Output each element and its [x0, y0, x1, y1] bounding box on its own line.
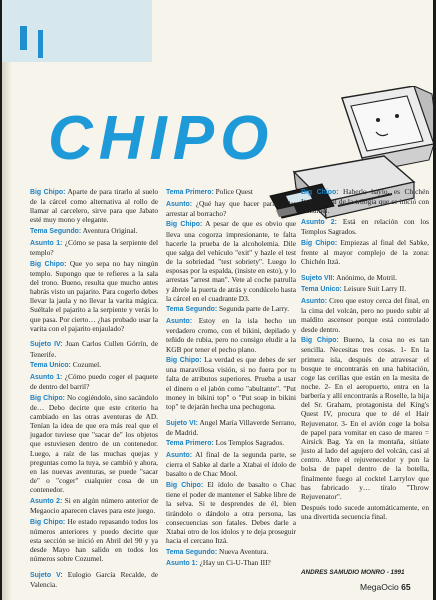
- speaker-label: Asunto 1:: [30, 239, 63, 247]
- paragraph-text: Bueno, la cosa no es tan sencilla. Necesitas tres cosas. 1- En la primera isla, después de atravesar el bosque te encontrarás en una habitación, coge las cerillas que están en la mesita de noche. 2- En el aeropuerto, entra en la barbería y allí encontrarás a Roselle, la hija del Sr. Graham, protagonista del King's Quest IV, procura que te dé el Hair Rejuvenator. 3- En el avión coge la bolsa de papel para vomitar en caso de mareo = Airsick Bag. Ya en la montaña, sitúate justo al lado del agujero del volcán, casi al centro. Abre el rejuvenecedor y pon la bolsa de papel dentro de la botella, finalmente fuego al cocktel Larrylov que has fabricado y… tíralo "Throw Rejuvenator".: [301, 335, 429, 501]
- paragraph-text: Después todo sucede automáticamente, en una divertida secuencia final.: [301, 502, 429, 521]
- article-column-3: [301, 187, 429, 522]
- subject-label: Sujeto IV:: [30, 341, 63, 349]
- speaker-label: Asunto:: [166, 200, 193, 208]
- qa-paragraph: [30, 259, 158, 333]
- paragraph-text: Si en algún número anterior de Megaocio aparecen claves para este juego.: [30, 495, 158, 515]
- paragraph-text: Que yo sepa no hay ningún templo. Supongo que te refieres a la sala del trono. Bueno, resulta que mucho antes habrás visto un pajarito. Para cogerlo debes llevar la jaula y no llevar la varita mágica. Suéltale el pajarito a la serpiente y verás lo que pasa. Por cierto… ¿has probado usar la varita con el pajarito enjaulado?: [30, 258, 159, 333]
- speaker-label: Asunto 2:: [30, 497, 63, 505]
- speaker-label: Asunto 2:: [301, 218, 337, 226]
- speaker-label: Asunto:: [166, 318, 193, 326]
- paragraph-text: Anónimo, de Motril.: [336, 272, 397, 282]
- header-blue-strip: [38, 30, 43, 58]
- paragraph-text: La verdad es que debes de ser una maravillosa visión, si no fuera por tu falta de atributos superiores. Prueba a usar el dinero o el jabón como "abultante". "Put money in bikini top" o "Put soap in bikini top" te dejarán hecha una pechugona.: [166, 355, 297, 411]
- qa-paragraph: [30, 496, 158, 515]
- qa-paragraph: [166, 199, 296, 218]
- paragraph-text: ¿Cómo puedo coger el paquete de dentro del barril?: [30, 371, 158, 391]
- qa-paragraph: [30, 360, 158, 370]
- qa-paragraph: [30, 187, 158, 225]
- paragraph-text: ¿Qué hay que hacer para poder arrestar al borracho?: [166, 198, 296, 218]
- qa-paragraph: [30, 393, 158, 495]
- paragraph-text: Aventura Original.: [82, 226, 138, 236]
- speaker-label: Tema Segundo:: [166, 306, 218, 314]
- qa-paragraph: [166, 355, 296, 411]
- speaker-label: Tema Primero:: [166, 189, 214, 196]
- paragraph-text: El ídolo de basalto o Chac tiene el poder de mantener el Sabke libre de la selva. Si te desprendes de él, bien tirándolo o dándolo a otra persona, las consecuencias son fatales. Debes darle a Xtabai otro de los ídolos y te deja proseguir hacia el cercano Itzá.: [166, 480, 297, 545]
- qa-paragraph: [30, 238, 158, 257]
- qa-paragraph: [166, 558, 296, 568]
- subject-entry: [301, 273, 429, 283]
- paragraph-text: Aparte de para tirarlo al suelo de la cárcel como alternativa al rollo de llamar al carcelero, sirve para que Jabato esté muy mono y elegante.: [30, 187, 158, 225]
- qa-paragraph: [166, 480, 296, 545]
- article-column-2: [166, 187, 296, 570]
- qa-paragraph: [166, 304, 296, 314]
- speaker-label: Big Chipo:: [30, 260, 67, 268]
- paragraph-text: He estado repasando todos los números anteriores y puedo decirte que esta sección se inició en Abril del 90 y ya desde Mayo han salido en todos los números sobre Cozumel.: [30, 516, 159, 564]
- speaker-label: Asunto 1:: [166, 560, 198, 568]
- qa-paragraph: [30, 372, 158, 391]
- speaker-label: Big Chipo:: [30, 394, 65, 402]
- speaker-label: Tema Primero:: [166, 440, 214, 448]
- qa-paragraph: [166, 219, 296, 302]
- paragraph-text: Haberlo haylo, es Chichén Itzá, el final de la trilogía que se inició con Cozumel.: [301, 187, 430, 216]
- page-footer: [360, 582, 411, 592]
- header-blue-strip: [20, 26, 27, 50]
- subject-entry: [30, 339, 158, 358]
- paragraph-text: Segunda parte de Larry.: [219, 304, 290, 314]
- paragraph-text: No cogiéndolo, sino sacándolo de… Debo decirte que este criterio ha cambiado en las otras aventuras de AD. Tenían la idea de que era más real que el jugador tuviese que "sacar de" los objetos que estuviesen dentro de un contenedor. Luego, a raíz de las muchas quejas y preguntas como la tuya, se cambió y ahora, en las nuevas aventuras, se puede "sacar de" o "coger" cualquier cosa de un contenedor.: [30, 392, 158, 495]
- speaker-label: Tema Segundo:: [166, 548, 218, 556]
- qa-paragraph: [166, 316, 296, 354]
- page-title: CHIPO: [48, 104, 275, 173]
- magazine-name: MegaOcio: [360, 582, 399, 592]
- qa-paragraph: [301, 296, 429, 334]
- qa-paragraph: [301, 335, 429, 501]
- speaker-label: Big Chipo:: [30, 518, 66, 526]
- paragraph-text: Los Templos Sagrados.: [215, 438, 285, 448]
- paragraph-text: Nueva Aventura.: [219, 546, 269, 556]
- qa-paragraph: [301, 284, 429, 294]
- paragraph-text: A pesar de que es obvio que lleva una cogorza impresionante, te falta hacerle la prueba de la alcoholemia. Dile que salga del vehículo "exit" y hazle el test de la sobriedad "test sobriety". Luego lo esposas por la espalda, (insiste en esto), y lo arrestas "arrest man". Vete al coche patrulla y ábrele la puerta de atrás y condúcelo hasta la cárcel en el cuadrante D3.: [166, 219, 296, 303]
- paragraph-text: Cozumel.: [72, 360, 102, 370]
- paragraph-text: Angel María Villaverde Serrano, de Madrid.: [166, 417, 296, 437]
- paragraph-text: Leisure Suit Larry II.: [343, 284, 407, 294]
- paragraph-text: Eulogio García Recalde, de Valencia.: [30, 569, 159, 590]
- paragraph-text: Está en relación con los Templos Sagrados.: [301, 216, 430, 237]
- magazine-page: [2, 0, 433, 600]
- qa-paragraph: [301, 187, 429, 215]
- speaker-label: Asunto:: [166, 452, 193, 460]
- speaker-label: Big Chipo:: [301, 337, 339, 345]
- subject-entry: [166, 418, 296, 437]
- qa-paragraph: [30, 226, 158, 236]
- speaker-label: Tema Unico:: [301, 286, 342, 294]
- qa-paragraph: [301, 503, 429, 521]
- qa-paragraph: [166, 547, 296, 557]
- subject-entry: [30, 570, 158, 589]
- paragraph-text: Empiezas al final del Sabke, frente al mayor complejo de la zona: Chichén Itzá.: [301, 237, 429, 267]
- qa-paragraph: [301, 217, 429, 236]
- subject-label: Sujeto VII:: [301, 274, 335, 282]
- paragraph-text: Creo que estoy cerca del final, en la cima del volcán, pero no puedo subir al maldito ascensor porque está controlado desde dentro.: [301, 296, 430, 334]
- speaker-label: Asunto 1:: [30, 373, 63, 381]
- paragraph-text: Estoy en la isla hecho un verdadero cromo, con el bikini, depilado y teñido de rubia, pero no consigo eludir a la KGB por tener el pecho plano.: [166, 316, 296, 354]
- qa-paragraph: [166, 187, 296, 197]
- paragraph-text: Al final de la segunda parte, se cierra el Sabke al darle a Xtabai el ídolo de basalto o de Chac Mool.: [166, 450, 296, 479]
- paragraph-text: Juan Carlos Cullen Górrín, de Tenerife.: [30, 339, 158, 359]
- speaker-label: Big Chipo:: [301, 189, 339, 196]
- subject-label: Sujeto V:: [30, 571, 63, 579]
- speaker-label: Tema Segundo:: [30, 228, 82, 236]
- page-number: 65: [401, 582, 411, 592]
- speaker-label: Asunto:: [301, 298, 328, 306]
- author-signature: ANDRES SAMUDIO MONRO - 1991: [301, 569, 405, 576]
- qa-paragraph: [166, 450, 296, 478]
- subject-label: Sujeto VI:: [166, 419, 198, 427]
- paragraph-text: ¿Hay un Ci-U-Than III?: [199, 558, 271, 568]
- qa-paragraph: [30, 517, 158, 564]
- speaker-label: Big Chipo:: [166, 357, 202, 365]
- speaker-label: Tema Unico:: [30, 362, 71, 370]
- paragraph-text: ¿Cómo se pasa la serpiente del templo?: [30, 237, 158, 257]
- speaker-label: Big Chipo:: [166, 221, 203, 229]
- paragraph-text: Police Quest: [215, 187, 253, 196]
- speaker-label: Big Chipo:: [301, 239, 338, 247]
- speaker-label: Big Chipo:: [166, 482, 204, 490]
- speaker-label: Big Chipo:: [30, 189, 66, 196]
- qa-paragraph: [301, 238, 429, 266]
- article-column-1: [30, 187, 158, 591]
- qa-paragraph: [166, 438, 296, 448]
